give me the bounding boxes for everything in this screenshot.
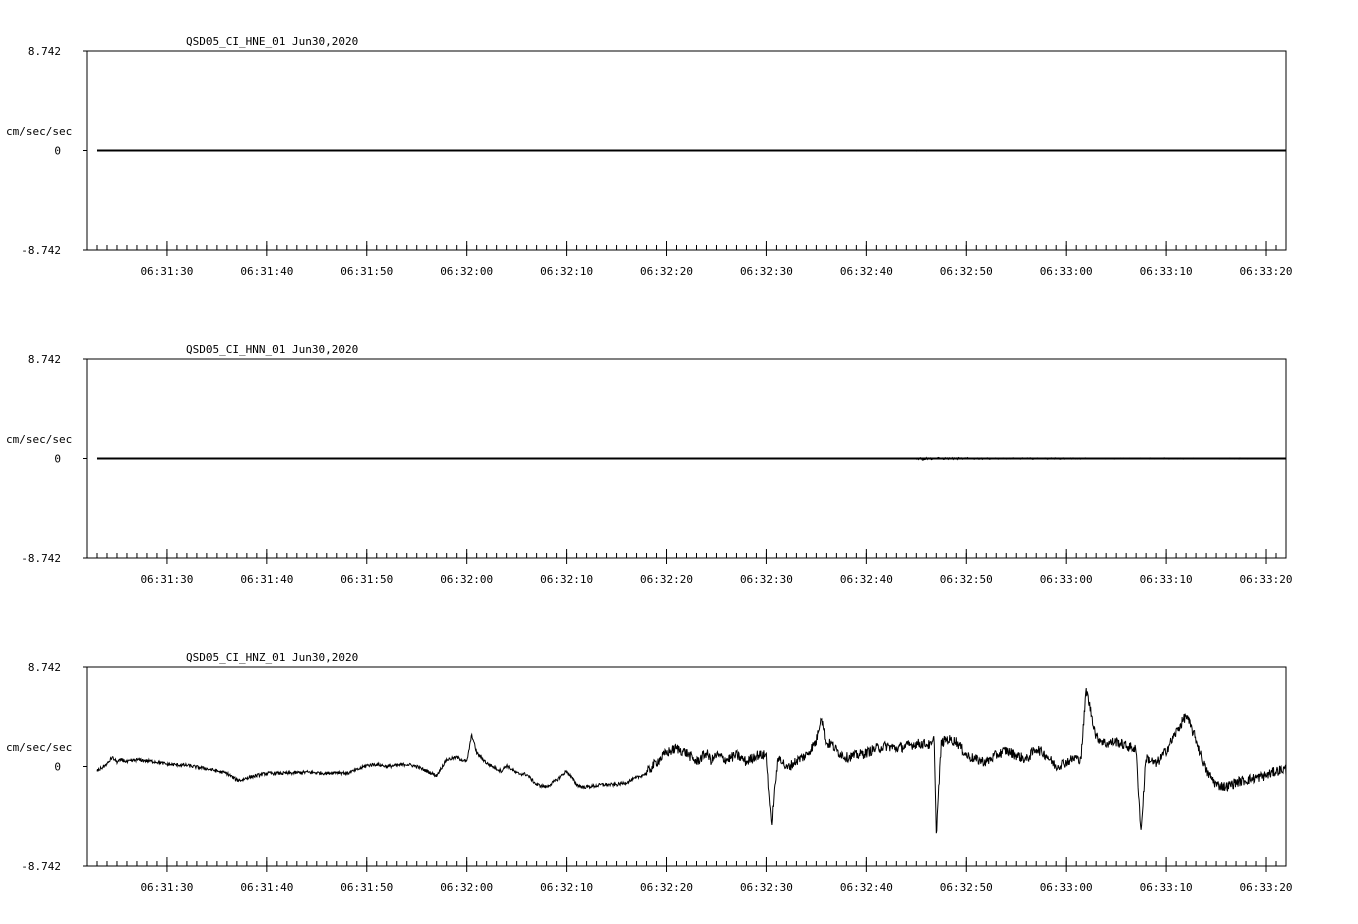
x-tick-label: 06:32:40 — [839, 573, 893, 586]
panel-hne — [6, 35, 1293, 278]
panel-title: QSD05_CI_HNE_01 Jun30,2020 — [186, 35, 359, 48]
x-tick-label: 06:31:50 — [340, 573, 394, 586]
x-tick-label: 06:32:50 — [939, 881, 993, 894]
x-tick-label: 06:33:00 — [1039, 265, 1093, 278]
x-tick-label: 06:32:50 — [939, 573, 993, 586]
x-tick-label: 06:32:10 — [540, 881, 594, 894]
panel-title: QSD05_CI_HNN_01 Jun30,2020 — [186, 343, 359, 356]
y-tick-label: 0 — [54, 760, 61, 774]
x-tick-label: 06:31:40 — [240, 881, 294, 894]
y-tick-label: -8.742 — [21, 244, 61, 257]
x-tick-label: 06:33:00 — [1039, 573, 1093, 586]
x-tick-label: 06:31:50 — [340, 881, 394, 894]
x-tick-label: 06:32:30 — [739, 881, 793, 894]
x-tick-label: 06:33:20 — [1239, 265, 1293, 278]
trace-hnz — [97, 688, 1286, 833]
x-tick-label: 06:32:00 — [440, 573, 494, 586]
x-tick-label: 06:32:30 — [739, 573, 793, 586]
x-tick-label: 06:31:30 — [140, 265, 194, 278]
x-tick-label: 06:31:40 — [240, 573, 294, 586]
x-tick-label: 06:32:00 — [440, 881, 494, 894]
x-tick-label: 06:31:50 — [340, 265, 394, 278]
panel-hnn — [6, 343, 1293, 586]
y-tick-label: 0 — [54, 452, 61, 466]
y-tick-label: -8.742 — [21, 860, 61, 873]
y-tick-label: 8.742 — [27, 353, 61, 366]
x-tick-label: 06:33:10 — [1139, 265, 1193, 278]
x-tick-label: 06:32:10 — [540, 265, 594, 278]
x-tick-label: 06:33:10 — [1139, 573, 1193, 586]
x-tick-label: 06:31:30 — [140, 881, 194, 894]
x-tick-label: 06:32:20 — [640, 573, 694, 586]
y-tick-label: 8.742 — [27, 45, 61, 58]
plot-frame — [87, 667, 1286, 866]
y-axis-label: cm/sec/sec — [6, 125, 73, 138]
x-tick-label: 06:33:00 — [1039, 881, 1093, 894]
y-tick-label: 8.742 — [27, 661, 61, 674]
panel-hnz — [6, 651, 1293, 894]
y-tick-label: 0 — [54, 144, 61, 158]
x-tick-label: 06:31:30 — [140, 573, 194, 586]
x-tick-label: 06:32:30 — [739, 265, 793, 278]
x-tick-label: 06:31:40 — [240, 265, 294, 278]
x-tick-label: 06:32:40 — [839, 265, 893, 278]
y-axis-label: cm/sec/sec — [6, 741, 73, 754]
x-tick-label: 06:32:50 — [939, 265, 993, 278]
panel-title: QSD05_CI_HNZ_01 Jun30,2020 — [186, 651, 359, 664]
x-tick-label: 06:33:20 — [1239, 573, 1293, 586]
trace-hne — [97, 150, 1285, 151]
x-tick-label: 06:32:20 — [640, 265, 694, 278]
x-tick-label: 06:32:40 — [839, 881, 893, 894]
y-axis-label: cm/sec/sec — [6, 433, 73, 446]
x-tick-label: 06:33:10 — [1139, 881, 1193, 894]
x-tick-label: 06:32:10 — [540, 573, 594, 586]
x-tick-label: 06:33:20 — [1239, 881, 1293, 894]
y-tick-label: -8.742 — [21, 552, 61, 565]
x-tick-label: 06:32:00 — [440, 265, 494, 278]
x-tick-label: 06:32:20 — [640, 881, 694, 894]
